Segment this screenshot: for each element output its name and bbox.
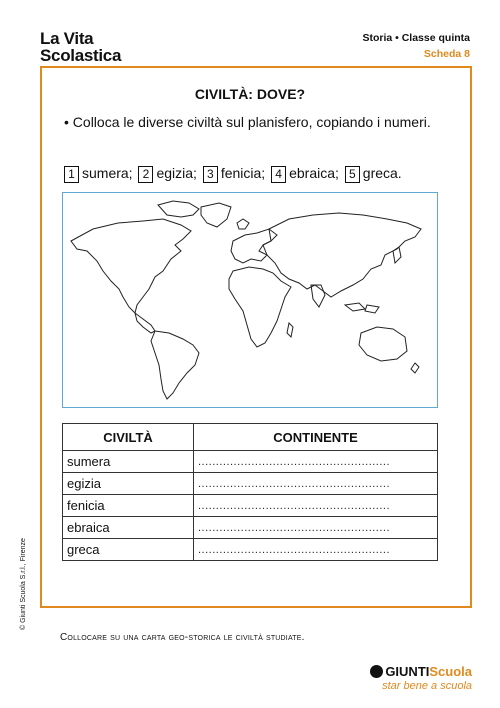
table-row — [63, 495, 438, 517]
civ-number: 4 — [271, 166, 286, 183]
footer-objective: Collocare su una carta geo-storica le civiltà studiate. — [60, 632, 305, 643]
civ-item — [345, 165, 404, 181]
continent-blank[interactable]: ...................................................... — [194, 495, 438, 517]
civ-item — [138, 165, 198, 181]
subject-label: Storia • Classe quinta — [362, 32, 470, 44]
publisher-logo — [370, 664, 472, 679]
sheet-label: Scheda 8 — [423, 48, 470, 60]
instruction-text: • Colloca le diverse civiltà sul planisfero, copiando i numeri. — [64, 114, 431, 130]
table-row — [63, 517, 438, 539]
header-info — [362, 30, 470, 62]
civ-list — [64, 165, 404, 183]
civ-number: 5 — [345, 166, 360, 183]
table-header-row — [63, 424, 438, 451]
world-map — [62, 192, 438, 408]
civ-name: fenicia; — [220, 165, 266, 181]
civ-item — [271, 165, 341, 181]
brand-name: GIUNTI — [385, 664, 430, 679]
copyright-text: © Giunti Scuola S.r.l., Firenze — [20, 538, 27, 630]
civ-name: egizia; — [156, 165, 197, 181]
table-row — [63, 539, 438, 561]
civ-number: 1 — [64, 166, 79, 183]
brand-tagline: star bene a scuola — [382, 680, 472, 692]
civ-name: sumera; — [82, 165, 133, 181]
table-row — [63, 451, 438, 473]
header-civilta: CIVILTÀ — [63, 424, 194, 451]
continent-blank[interactable]: ...................................................... — [194, 473, 438, 495]
worksheet-title: CIVILTÀ: DOVE? — [194, 86, 306, 102]
giunti-icon — [370, 665, 383, 678]
brand-scuola: Scuola — [429, 664, 472, 679]
table-row — [63, 473, 438, 495]
logo-line1: La Vita — [40, 29, 94, 48]
civ-item — [64, 165, 135, 181]
civ-name: greca. — [362, 165, 402, 181]
logo-line2: Scolastica — [40, 46, 122, 65]
civ-number: 3 — [203, 166, 218, 183]
civ-cell: sumera — [63, 451, 194, 473]
civ-number: 2 — [138, 166, 153, 183]
civ-cell: greca — [63, 539, 194, 561]
continent-blank[interactable]: ...................................................... — [194, 451, 438, 473]
civ-name: ebraica; — [289, 165, 339, 181]
civ-cell: ebraica — [63, 517, 194, 539]
world-map-outline — [63, 193, 436, 406]
continent-blank[interactable]: ...................................................... — [194, 539, 438, 561]
continent-blank[interactable]: ...................................................... — [194, 517, 438, 539]
logo — [40, 30, 121, 64]
header-continente: CONTINENTE — [194, 424, 438, 451]
civilization-table — [62, 423, 438, 561]
civ-item — [203, 165, 267, 181]
civ-cell: egizia — [63, 473, 194, 495]
civ-cell: fenicia — [63, 495, 194, 517]
